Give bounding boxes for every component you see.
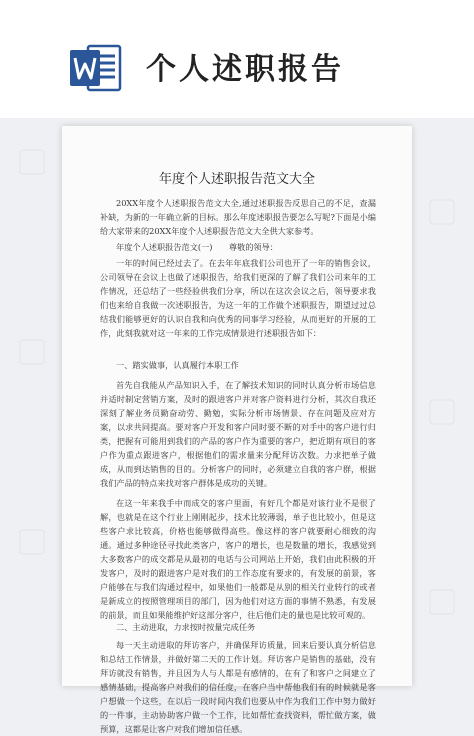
word-document-icon: [68, 40, 124, 96]
heading-2: 二、主动进取，力求按时按量完成任务: [116, 622, 256, 632]
intro-paragraph: 20XX年度个人述职报告范文大全,通过述职报告反思自己的不足，查漏补缺，为新的一年确立新的目标。那么年度述职报告要怎么写呢?下面是小编给大家带来的20XX年度个人述职报告范文大全供大家参考。: [100, 198, 376, 236]
paragraph-4: 每一天主动进取的拜访客户，并确保拜访质量，回来后要认真分析信息和总结工作情景，并做好第二天的工作计划。拜访客户是销售的基础，没有拜访就没有销售，并且因为人与人都是有感情的，在有了和客户之间建立了感情基础，提高客户对我们的信任度，在客户当中帮他我们有的时候就是客户想做一个这些，在以后一段时间内我们也要从中作为我们工作中努力做好的一件事，主动协助客户做一个工作，比如帮忙查找资料，帮忙做方案，做预算，这都是让客户对我们增加信任感。: [100, 640, 376, 734]
heading-1: 一、踏实做事，认真履行本职工作: [116, 360, 239, 370]
paragraph-1: 一年的时间已经过去了。在去年年底我们公司也开了一年的销售会议，公司领导在会议上也做了述职报告，给我们更深的了解了我们公司来年的工作情况，还总结了一些经验供我们分享，所以在这次会议之后，领导要求我们也来给自我做一次述职报告，为这一年的工作做个述职报告，期望过过总结我们能够更好的认识自我和向优秀的同事学习经验，从而更好的开展的工作，此刻我就对这一年来的工作完成情景进行述职报告如下：: [100, 258, 376, 338]
document-title: 年度个人述职报告范文大全: [158, 172, 315, 187]
paragraph-2: 首先自我能从产品知识入手，在了解技术知识的同时认真分析市场信息并适时制定营销方案，及时的跟进客户并对客户资料进行分析，其次自我还深刻了解业务员勤奋动劳、勤勉，实际分析市场情景、存在问题及应对方案，以求共同提高。要对客户开发和客户同时要不断的对手中的客户进行归类，把握有可能用到我们的产品的客户作为重要的客户，把近期有项目的客户作为重点跟进客户，根据他们的需求量来分配拜访次数。力求把单子做成，从而到达销售的目的。分析客户的同时，必须建立自我的客户群，根据我们产品的特点来找对客户群体是成功的关键。: [100, 380, 376, 488]
header-banner: [0, 0, 474, 118]
paragraph-3: 在这一年来我手中而成交的客户里面，有好几个都是对该行业不是很了解，也就是在这个行业上刚刚起步，技术比较薄弱，单子也比较小，但是这些客户求比较高，价格也能够做得高些。像这样的客户就要耐心细致的沟通。通过多种途径寻找此类客户，客户的增长，也是数量的增长，我感觉到大多数客户的成交都是从最初的电话与公司网站上开始，我们由此积极的开发客户，及时的跟进客户是对我们的工作态度有要求的，有发展的前景，客户能够在与我们沟通过程中，如果他们一般都是从别的相关行业转行的或者是新成立的按照管理项目的部门，因为他们对这方面的事情不熟悉，有发展的前景，而且如果能维护好这部分客户，往后他们走的量也是比较可观的。: [100, 498, 376, 620]
section-title: 年度个人述职报告范文(一) 尊敬的领导：: [116, 242, 278, 252]
page-title: 个人述职报告: [146, 52, 344, 87]
document-page: [62, 126, 412, 734]
